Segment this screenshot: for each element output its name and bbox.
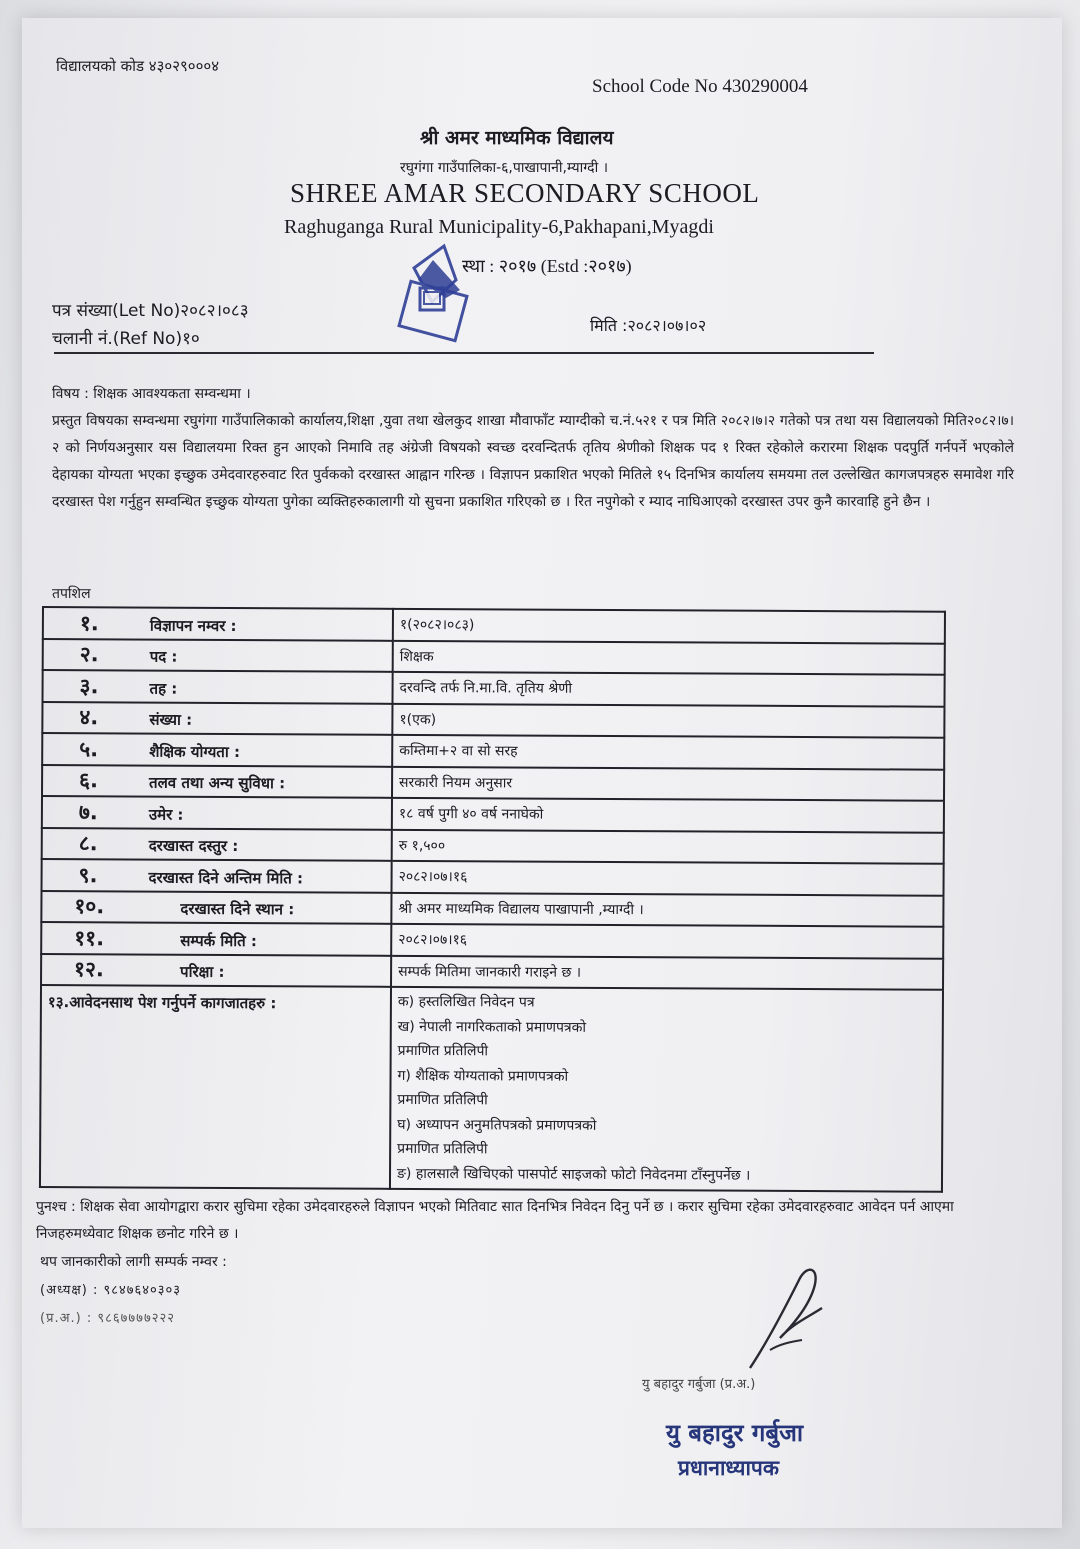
document-item: प्रमाणित प्रतिलिपी — [397, 1042, 489, 1060]
school-code-en: School Code No 430290004 — [592, 76, 808, 97]
table-row — [42, 859, 944, 895]
table-row — [42, 828, 944, 864]
table-row — [41, 891, 943, 927]
row-value: १(२०८२।०८३) — [393, 609, 945, 643]
header-divider — [54, 352, 874, 354]
letter-body: प्रस्तुत विषयका सम्वन्धमा रघुगंगा गाउँपालिकाको कार्यालय,शिक्षा ,युवा तथा खेलकुद शाखा मौवाफाँट म्याग्दीको च.नं.५२१ र पत्र मिति २०८२।७।२ गतेको पत्र तथा यस विद्यालयको मिति२०८२।७।२ को निर्णयअनुसार यस विद्यालयमा रिक्त हुन आएको निमावि तह अंग्रेजी विषयको स्वच्छ दरवन्दितर्फ तृतिय श्रेणीको शिक्षक पद १ रिक्त रहेकोले करारमा शिक्षक पदपुर्ति गर्नपर्ने भएकोले देहायका योग्यता भएका इच्छुक उमेदवारहरुवाट रित पुर्वकको दरखास्त आह्वान गरिन्छ । विज्ञापन प्रकाशित भएको मितिले १५ दिनभित्र कार्यालय समयमा तल उल्लेखित कागजपत्रहरु समावेश गरि दरखास्त पेश गर्नुहुन सम्वन्धित इच्छुक योग्यता पुगेका व्यक्तिहरुकालागी यो सुचना प्रकाशित गरिएको छ । रित नपुगेको र म्याद नाघिआएको दरखास्त उपर कुनै कारवाहि हुने छैन । — [52, 413, 1014, 510]
row-value: सम्पर्क मितिमा जानकारी गराइने छ । — [391, 955, 943, 989]
row-label — [42, 733, 392, 766]
reference-number: चलानी नं.(Ref No)१० — [52, 329, 200, 349]
row-value: सरकारी नियम अनुसार — [392, 766, 944, 800]
document-item: क) हस्तलिखित निवेदन पत्र — [397, 993, 535, 1011]
signatory-small: यु बहादुर गर्बुजा (प्र.अ.) — [642, 1377, 756, 1392]
document-item: ख) नेपाली नागरिकताको प्रमाणपत्रको — [397, 1018, 587, 1036]
document-item: प्रमाणित प्रतिलिपी — [397, 1091, 488, 1109]
school-code-np: विद्यालयको कोड ४३०२९०००४ — [56, 57, 220, 75]
table-row — [43, 607, 945, 643]
row-number: ६. — [79, 768, 99, 793]
row-label-text: दरखास्त दिने अन्तिम मिति : — [148, 868, 304, 888]
signature-icon — [730, 1258, 840, 1378]
school-name-np: श्री अमर माध्यमिक विद्यालय — [420, 127, 614, 149]
row-number: ३. — [79, 673, 99, 699]
row-value: श्री अमर माध्यमिक विद्यालय पाखापानी ,म्याग्दी । — [391, 892, 943, 926]
document-item: ङ) हालसालै खिचिएको पासपोर्ट साइजको फोटो निवेदनमा टाँस्नुपर्नेछ । — [396, 1165, 751, 1184]
row-label-text: शैक्षिक योग्यता : — [149, 742, 241, 761]
row-value: १(एक) — [392, 703, 944, 737]
row-number: ७. — [78, 799, 98, 825]
document-item: घ) अध्यापन अनुमतिपत्रको प्रमाणपत्रको — [397, 1116, 597, 1134]
school-stamp-icon — [362, 240, 532, 400]
row-label — [42, 670, 392, 703]
row-label-text: परिक्षा : — [180, 962, 225, 982]
phone-principal: (प्र.अ.) : ९८६७७७७२२२ — [40, 1311, 175, 1326]
row-label-text: तलव तथा अन्य सुविधा : — [149, 773, 286, 793]
table-row — [42, 733, 944, 769]
row-label-text: संख्या : — [149, 710, 193, 730]
row-number: ९. — [78, 862, 98, 888]
letter-date: मिति :२०८२।०७।०२ — [590, 316, 707, 335]
row-number: ८. — [78, 831, 98, 856]
row-label — [43, 607, 393, 640]
row-value: २०८२।०७।१६ — [391, 924, 943, 958]
phone-chair: (अध्यक्ष) : ९८४७६४०३०३ — [40, 1283, 182, 1298]
signatory-name: यु बहादुर गर्बुजा — [666, 1419, 804, 1447]
row-label-text: उमेर : — [148, 805, 184, 824]
table-row — [42, 670, 944, 706]
row-label — [41, 954, 391, 987]
documents-row — [40, 985, 943, 1192]
school-name-en: SHREE AMAR SECONDARY SCHOOL — [290, 178, 760, 208]
row-value: १८ वर्ष पुगी ४० वर्ष ननाघेको — [392, 798, 944, 832]
letter-subject: विषय : शिक्षक आवश्यकता सम्वन्धमा । — [52, 386, 251, 402]
row-label — [42, 859, 392, 892]
table-row — [41, 922, 943, 958]
row-label — [41, 922, 391, 955]
row-label — [43, 639, 393, 672]
established-year: स्था : २०१७ (Estd :२०१७) — [462, 256, 632, 276]
signatory-title: प्रधानाध्यापक — [678, 1456, 779, 1480]
row-label — [42, 702, 392, 735]
details-table — [39, 606, 946, 1193]
table-row — [42, 796, 944, 832]
table-row — [42, 702, 944, 738]
details-heading: तपशिल — [52, 586, 91, 602]
row-label — [42, 765, 392, 798]
row-label-text: विज्ञापन नम्वर : — [149, 616, 237, 635]
row-label-text: पद : — [149, 647, 178, 666]
row-number: १. — [79, 610, 99, 636]
table-row — [42, 765, 944, 801]
row-label-text: दरखास्त दिने स्थान : — [180, 899, 295, 919]
table-row — [43, 639, 945, 675]
row-label-text: तह : — [149, 679, 178, 698]
more-info-label: थप जानकारीको लागी सम्पर्क नम्वर : — [40, 1254, 227, 1270]
row-number: १०. — [74, 894, 105, 919]
row-label-text: सम्पर्क मिति : — [180, 931, 257, 950]
row-label — [42, 828, 392, 861]
row-value: शिक्षक — [393, 640, 945, 674]
row-number: ४. — [79, 705, 99, 730]
row-label — [42, 796, 392, 829]
row-value: दरवन्दि तर्फ नि.मा.वि. तृतिय श्रेणी — [392, 672, 944, 706]
document-item: ग) शैक्षिक योग्यताको प्रमाणपत्रको — [397, 1067, 569, 1085]
table-row — [41, 954, 943, 990]
school-address-en: Raghuganga Rural Municipality-6,Pakhapani,Myagdi — [284, 216, 714, 238]
notice-letter — [22, 18, 1062, 1528]
row-value: रु १,५०० — [392, 829, 944, 863]
row-value: २०८२।०७।१६ — [392, 861, 944, 895]
row-label-text: दरखास्त दस्तुर : — [148, 836, 239, 856]
row-number: १२. — [74, 957, 104, 982]
document-item: प्रमाणित प्रतिलिपी — [397, 1140, 488, 1158]
documents-list — [390, 987, 943, 1192]
row-number: २. — [79, 642, 99, 667]
row-number: ५. — [79, 736, 99, 762]
row-number: ११. — [74, 925, 105, 951]
postscript: पुनश्च : शिक्षक सेवा आयोगद्वारा करार सुचिमा रहेका उमेदवारहरुले विज्ञापन भएको मितिवाट सात दिनभित्र निवेदन दिनु पर्ने छ । करार सुचिमा रहेका उमेदवारहरुवाट आवेदन पर्न आएमा निजहरुमध्येवाट शिक्षक छनोट गरिने छ । — [36, 1199, 954, 1242]
school-address-np: रघुगंगा गाउँपालिका-६,पाखापानी,म्याग्दी । — [400, 160, 609, 176]
documents-label: १३.आवेदनसाथ पेश गर्नुपर्ने कागजातहरु : — [40, 985, 391, 1189]
letter-number: पत्र संख्या(Let No)२०८२।०८३ — [52, 301, 249, 321]
row-label — [41, 891, 391, 924]
row-value: कम्तिमा+२ वा सो सरह — [392, 735, 944, 769]
